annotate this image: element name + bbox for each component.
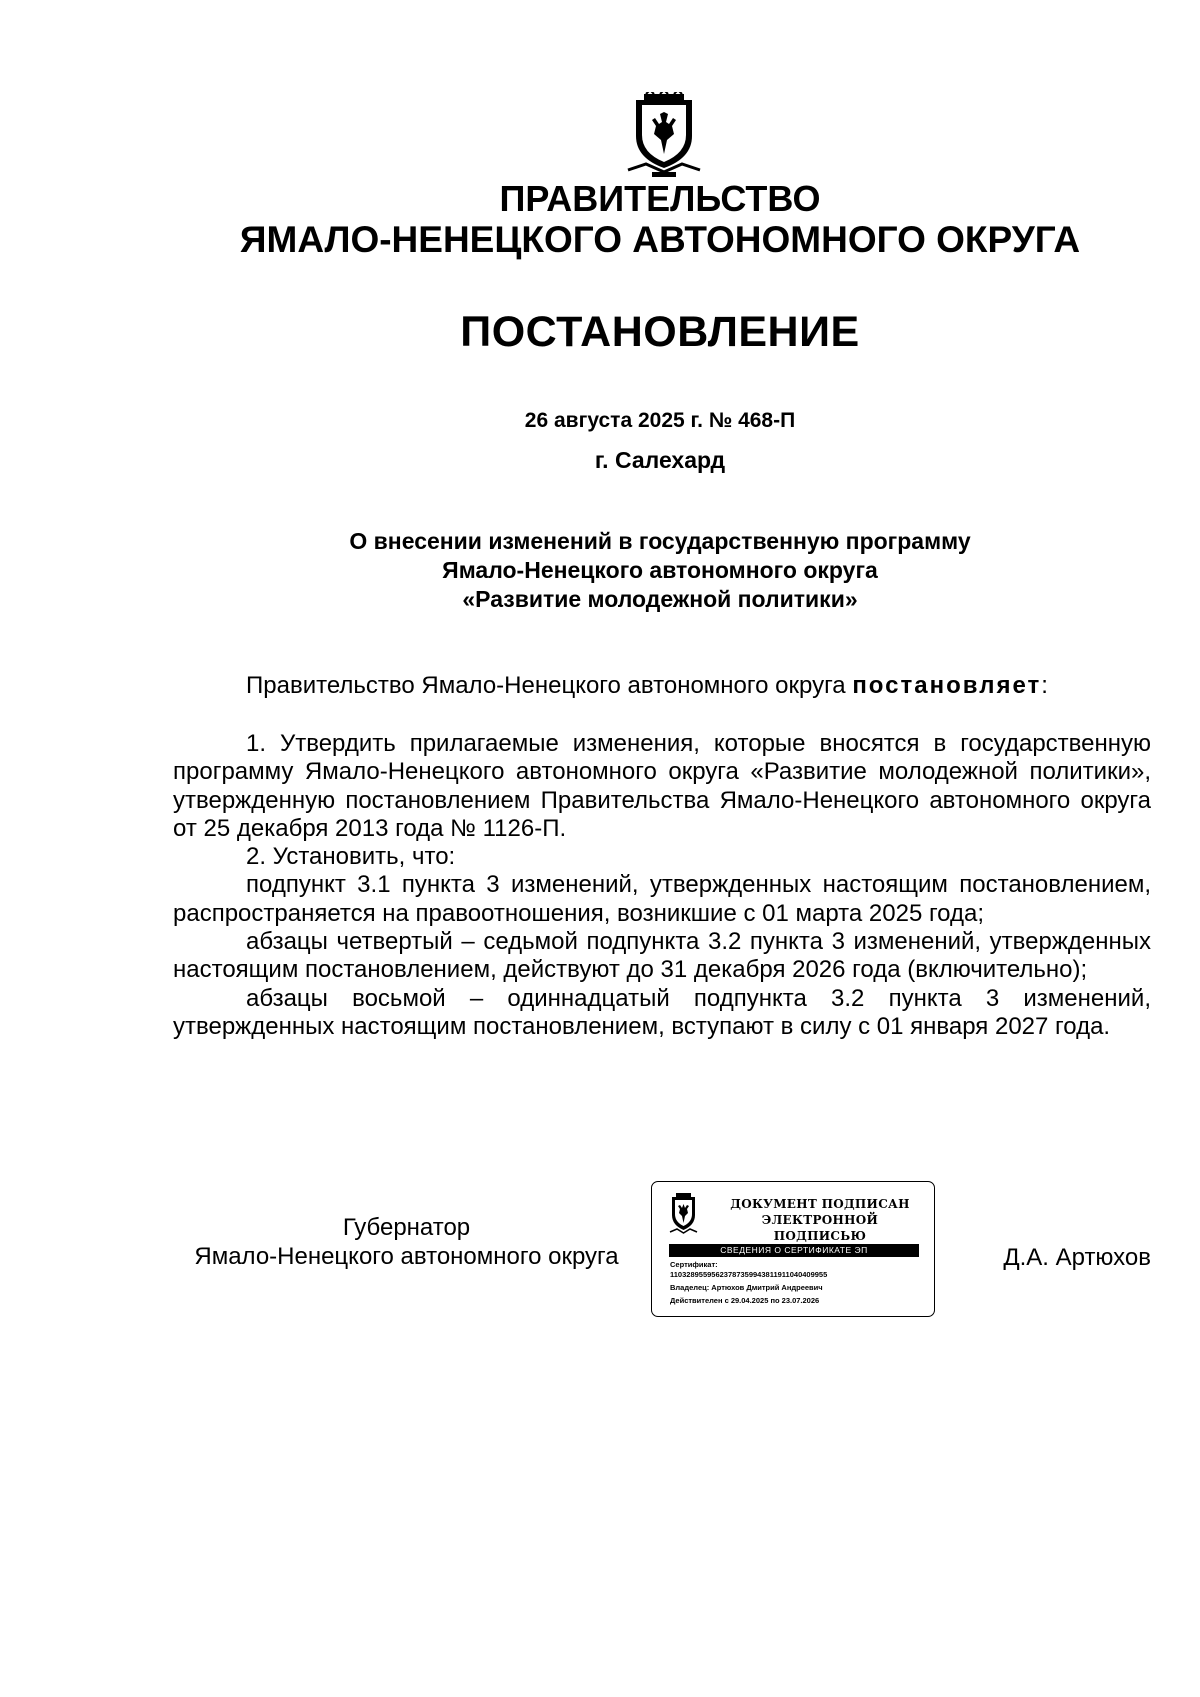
intro-text: Правительство Ямало-Ненецкого автономного округа — [246, 672, 853, 699]
signatory-title — [173, 1213, 640, 1271]
item-2-clause-3: абзацы восьмой – одиннадцатый подпункта 3.2 пункта 3 изменений, утвержденных настоящим постановлением, вступают в силу с 01 января 2027 года. — [173, 984, 1151, 1040]
government-line-2: ЯМАЛО-НЕНЕЦКОГО АВТОНОМНОГО ОКРУГА — [239, 219, 1081, 260]
date-and-number: 26 августа 2025 г. № 468-П — [524, 409, 796, 432]
certificate-validity: Действителен с 29.04.2025 по 23.07.2026 — [670, 1296, 820, 1305]
stamp-title-line-2: ЭЛЕКТРОННОЙ ПОДПИСЬЮ — [761, 1213, 879, 1243]
intro-paragraph — [173, 672, 1151, 700]
intro-end: : — [1041, 672, 1048, 699]
document-type: ПОСТАНОВЛЕНИЕ — [460, 308, 860, 356]
item-1: 1. Утвердить прилагаемые изменения, которые вносятся в государственную программу Ямало-Ненецкого автономного округа «Развитие молодежной политики», утвержденную постановлением Правительства Ямало-Ненецкого автономного округа от 25 декабря 2013 года № 1126-П. — [173, 730, 1151, 842]
resolution-items — [173, 730, 1151, 1041]
subject-line-2: Ямало-Ненецкого автономного округа — [442, 557, 878, 583]
item-2: 2. Установить, что: — [246, 843, 456, 871]
city: г. Салехард — [594, 447, 726, 473]
stamp-title-line-1: ДОКУМЕНТ ПОДПИСАН — [730, 1197, 910, 1211]
item-2-clause-2: абзацы четвертый – седьмой подпункта 3.2 пункта 3 изменений, утвержденных настоящим постановлением, действуют до 31 декабря 2026 года (включительно); — [173, 928, 1151, 984]
coat-of-arms-icon — [626, 92, 702, 178]
e-signature-stamp — [651, 1181, 935, 1317]
stamp-title — [714, 1196, 926, 1244]
government-line-1: ПРАВИТЕЛЬСТВО — [499, 178, 821, 219]
subject-line-1: О внесении изменений в государственную программу — [349, 528, 971, 554]
signatory-title-line-2: Ямало-Ненецкого автономного округа — [194, 1243, 619, 1270]
item-2-clause-1: подпункт 3.1 пункта 3 изменений, утвержденных настоящим постановлением, распространяется на правоотношения, возникшие с 01 марта 2025 года; — [173, 871, 1151, 927]
document-subject — [0, 527, 1200, 614]
certificate-info-bar: СВЕДЕНИЯ О СЕРТИФИКАТЕ ЭП — [669, 1244, 919, 1257]
signatory-title-line-1: Губернатор — [342, 1214, 471, 1241]
certificate-number: 11032895595623787359943811911040409955 — [670, 1270, 828, 1279]
subject-line-3: «Развитие молодежной политики» — [462, 586, 858, 612]
certificate-owner: Владелец: Артюхов Дмитрий Андреевич — [670, 1283, 823, 1292]
signatory-name: Д.А. Артюхов — [1003, 1244, 1151, 1271]
intro-emphasis: постановляет — [852, 672, 1042, 699]
government-heading — [0, 178, 1200, 260]
certificate-label: Сертификат: — [670, 1260, 718, 1269]
coat-of-arms-icon — [669, 1193, 698, 1235]
